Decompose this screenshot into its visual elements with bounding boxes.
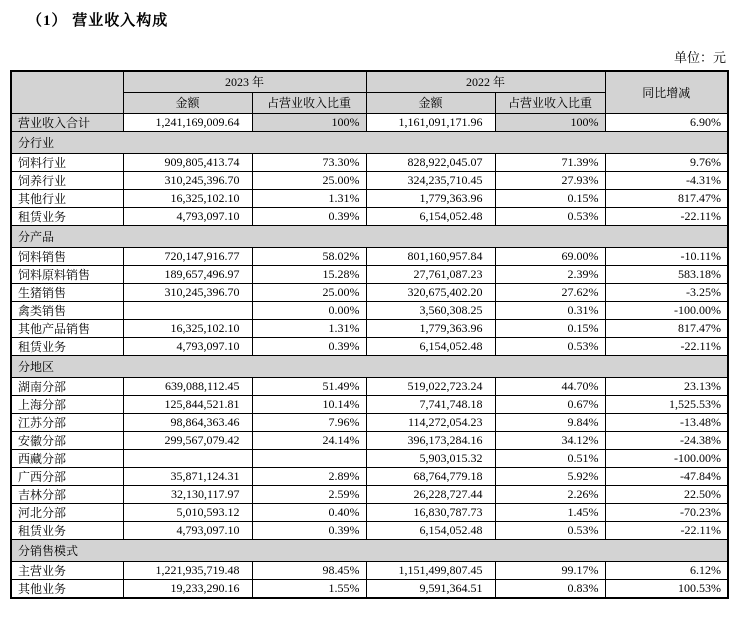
ratio-2022-cell: 71.39% (495, 153, 605, 171)
row-label: 生猪销售 (11, 283, 123, 301)
yoy-cell: 817.47% (605, 319, 728, 337)
amount-2022-cell: 6,154,052.48 (366, 337, 495, 355)
amount-2022-cell: 7,741,748.18 (366, 395, 495, 413)
section-title: 分地区 (11, 355, 728, 377)
ratio-2023-cell: 51.49% (252, 377, 366, 395)
revenue-composition-table (10, 70, 729, 599)
ratio-2022-cell: 0.53% (495, 521, 605, 539)
ratio-2023-cell: 24.14% (252, 431, 366, 449)
row-label: 河北分部 (11, 503, 123, 521)
yoy-cell: -24.38% (605, 431, 728, 449)
yoy-cell: -100.00% (605, 301, 728, 319)
col-header-amount-2023: 金额 (123, 92, 252, 113)
yoy-cell: -47.84% (605, 467, 728, 485)
amount-2022-cell: 828,922,045.07 (366, 153, 495, 171)
ratio-2023-cell: 25.00% (252, 283, 366, 301)
ratio-2022-cell: 0.31% (495, 301, 605, 319)
amount-2023-cell: 5,010,593.12 (123, 503, 252, 521)
amount-2023-cell: 35,871,124.31 (123, 467, 252, 485)
table-row (11, 319, 728, 337)
ratio-2023-cell (252, 449, 366, 467)
row-label: 主营业务 (11, 561, 123, 579)
table-row (11, 283, 728, 301)
amount-2022-cell: 16,830,787.73 (366, 503, 495, 521)
table-row (11, 521, 728, 539)
ratio-2022-cell: 9.84% (495, 413, 605, 431)
table-row (11, 301, 728, 319)
section-header-row (11, 355, 728, 377)
amount-2022-cell: 801,160,957.84 (366, 247, 495, 265)
ratio-2023-cell: 1.31% (252, 189, 366, 207)
yoy-cell: 583.18% (605, 265, 728, 283)
yoy-cell: -70.23% (605, 503, 728, 521)
amount-2023-cell: 19,233,290.16 (123, 579, 252, 598)
row-label: 西藏分部 (11, 449, 123, 467)
ratio-2023-cell: 15.28% (252, 265, 366, 283)
yoy-cell: -13.48% (605, 413, 728, 431)
row-label: 饲料销售 (11, 247, 123, 265)
amount-2023-cell: 4,793,097.10 (123, 207, 252, 225)
yoy-cell: -22.11% (605, 521, 728, 539)
amount-2023-cell: 32,130,117.97 (123, 485, 252, 503)
amount-2022-cell: 6,154,052.48 (366, 207, 495, 225)
amount-2022-cell: 68,764,779.18 (366, 467, 495, 485)
table-row (11, 171, 728, 189)
section-title: 分产品 (11, 225, 728, 247)
amount-2022-cell: 320,675,402.20 (366, 283, 495, 301)
ratio-2022-cell: 1.45% (495, 503, 605, 521)
section-title: 分销售模式 (11, 539, 728, 561)
amount-2023-cell: 16,325,102.10 (123, 189, 252, 207)
amount-2023-cell: 16,325,102.10 (123, 319, 252, 337)
section-header-row (11, 539, 728, 561)
section-header-row (11, 225, 728, 247)
amount-2022-cell: 519,022,723.24 (366, 377, 495, 395)
ratio-2022-cell: 44.70% (495, 377, 605, 395)
row-label: 湖南分部 (11, 377, 123, 395)
ratio-2022-cell: 2.26% (495, 485, 605, 503)
header-row-years (11, 71, 728, 92)
ratio-2022-cell: 0.51% (495, 449, 605, 467)
row-label: 安徽分部 (11, 431, 123, 449)
row-label: 营业收入合计 (11, 113, 123, 131)
row-label: 饲料行业 (11, 153, 123, 171)
table-row (11, 377, 728, 395)
col-header-ratio-2022: 占营业收入比重 (495, 92, 605, 113)
table-row (11, 485, 728, 503)
ratio-2023-cell: 1.55% (252, 579, 366, 598)
yoy-cell: -22.11% (605, 337, 728, 355)
col-header-ratio-2023: 占营业收入比重 (252, 92, 366, 113)
row-label: 江苏分部 (11, 413, 123, 431)
row-label: 上海分部 (11, 395, 123, 413)
amount-2022-cell: 114,272,054.23 (366, 413, 495, 431)
table-row (11, 337, 728, 355)
amount-2022-cell: 5,903,015.32 (366, 449, 495, 467)
ratio-2023-cell: 0.39% (252, 207, 366, 225)
amount-2023-cell: 4,793,097.10 (123, 337, 252, 355)
section-title: 分行业 (11, 131, 728, 153)
ratio-2023-cell: 0.39% (252, 521, 366, 539)
amount-2023-cell: 1,241,169,009.64 (123, 113, 252, 131)
ratio-2023-cell: 100% (252, 113, 366, 131)
ratio-2022-cell: 27.62% (495, 283, 605, 301)
ratio-2022-cell: 0.15% (495, 319, 605, 337)
ratio-2023-cell: 2.89% (252, 467, 366, 485)
ratio-2023-cell: 10.14% (252, 395, 366, 413)
table-row (11, 153, 728, 171)
amount-2022-cell: 1,779,363.96 (366, 319, 495, 337)
row-label: 其他业务 (11, 579, 123, 598)
table-row (11, 413, 728, 431)
amount-2022-cell: 3,560,308.25 (366, 301, 495, 319)
table-row (11, 449, 728, 467)
ratio-2022-cell: 34.12% (495, 431, 605, 449)
table-row (11, 395, 728, 413)
amount-2022-cell: 324,235,710.45 (366, 171, 495, 189)
unit-label: 单位：元 (673, 50, 726, 65)
amount-2023-cell: 299,567,079.42 (123, 431, 252, 449)
yoy-cell: 6.12% (605, 561, 728, 579)
amount-2023-cell: 125,844,521.81 (123, 395, 252, 413)
amount-2022-cell: 6,154,052.48 (366, 521, 495, 539)
ratio-2022-cell: 2.39% (495, 265, 605, 283)
yoy-cell: 817.47% (605, 189, 728, 207)
table-row (11, 503, 728, 521)
row-label: 其他行业 (11, 189, 123, 207)
ratio-2022-cell: 0.83% (495, 579, 605, 598)
table-row (11, 265, 728, 283)
amount-2023-cell (123, 301, 252, 319)
page-title: （1） 营业收入构成 (27, 13, 169, 29)
amount-2023-cell: 1,221,935,719.48 (123, 561, 252, 579)
amount-2023-cell: 189,657,496.97 (123, 265, 252, 283)
ratio-2022-cell: 0.53% (495, 207, 605, 225)
col-header-yoy: 同比增减 (605, 71, 728, 113)
ratio-2022-cell: 100% (495, 113, 605, 131)
ratio-2023-cell: 98.45% (252, 561, 366, 579)
row-label: 租赁业务 (11, 337, 123, 355)
yoy-cell: 1,525.53% (605, 395, 728, 413)
table-row (11, 561, 728, 579)
table-row (11, 189, 728, 207)
table-header (11, 71, 728, 113)
ratio-2023-cell: 2.59% (252, 485, 366, 503)
amount-2023-cell: 98,864,363.46 (123, 413, 252, 431)
amount-2023-cell (123, 449, 252, 467)
table-row (11, 467, 728, 485)
row-label: 广西分部 (11, 467, 123, 485)
amount-2022-cell: 396,173,284.16 (366, 431, 495, 449)
amount-2023-cell: 720,147,916.77 (123, 247, 252, 265)
col-header-2023: 2023 年 (123, 71, 366, 92)
amount-2023-cell: 310,245,396.70 (123, 171, 252, 189)
row-label: 饲料原料销售 (11, 265, 123, 283)
ratio-2022-cell: 0.15% (495, 189, 605, 207)
ratio-2023-cell: 7.96% (252, 413, 366, 431)
ratio-2022-cell: 27.93% (495, 171, 605, 189)
row-label: 禽类销售 (11, 301, 123, 319)
yoy-cell: -22.11% (605, 207, 728, 225)
yoy-cell: 100.53% (605, 579, 728, 598)
yoy-cell: 9.76% (605, 153, 728, 171)
ratio-2023-cell: 0.40% (252, 503, 366, 521)
yoy-cell: 22.50% (605, 485, 728, 503)
yoy-cell: -3.25% (605, 283, 728, 301)
table-row (11, 579, 728, 598)
row-label: 饲养行业 (11, 171, 123, 189)
ratio-2022-cell: 69.00% (495, 247, 605, 265)
amount-2022-cell: 1,151,499,807.45 (366, 561, 495, 579)
total-row (11, 113, 728, 131)
ratio-2022-cell: 5.92% (495, 467, 605, 485)
ratio-2023-cell: 0.00% (252, 301, 366, 319)
amount-2022-cell: 27,761,087.23 (366, 265, 495, 283)
amount-2022-cell: 1,161,091,171.96 (366, 113, 495, 131)
amount-2023-cell: 310,245,396.70 (123, 283, 252, 301)
amount-2023-cell: 639,088,112.45 (123, 377, 252, 395)
section-header-row (11, 131, 728, 153)
row-label: 租赁业务 (11, 521, 123, 539)
ratio-2022-cell: 0.67% (495, 395, 605, 413)
yoy-cell: 23.13% (605, 377, 728, 395)
amount-2022-cell: 1,779,363.96 (366, 189, 495, 207)
ratio-2023-cell: 58.02% (252, 247, 366, 265)
amount-2022-cell: 9,591,364.51 (366, 579, 495, 598)
row-label: 吉林分部 (11, 485, 123, 503)
yoy-cell: -10.11% (605, 247, 728, 265)
table-row (11, 247, 728, 265)
yoy-cell: 6.90% (605, 113, 728, 131)
ratio-2022-cell: 99.17% (495, 561, 605, 579)
row-label: 其他产品销售 (11, 319, 123, 337)
ratio-2023-cell: 1.31% (252, 319, 366, 337)
corner-cell (11, 71, 123, 113)
table-row (11, 431, 728, 449)
row-label: 租赁业务 (11, 207, 123, 225)
amount-2022-cell: 26,228,727.44 (366, 485, 495, 503)
ratio-2023-cell: 73.30% (252, 153, 366, 171)
ratio-2023-cell: 25.00% (252, 171, 366, 189)
amount-2023-cell: 4,793,097.10 (123, 521, 252, 539)
col-header-2022: 2022 年 (366, 71, 605, 92)
table-body (11, 113, 728, 598)
ratio-2022-cell: 0.53% (495, 337, 605, 355)
yoy-cell: -100.00% (605, 449, 728, 467)
table-row (11, 207, 728, 225)
yoy-cell: -4.31% (605, 171, 728, 189)
col-header-amount-2022: 金额 (366, 92, 495, 113)
amount-2023-cell: 909,805,413.74 (123, 153, 252, 171)
ratio-2023-cell: 0.39% (252, 337, 366, 355)
